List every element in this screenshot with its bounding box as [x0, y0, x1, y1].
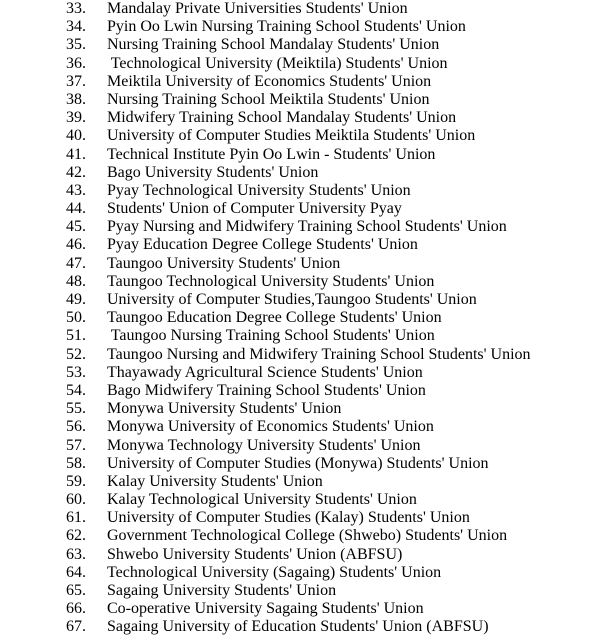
list-item [0, 346, 605, 364]
list-item-text: Pyin Oo Lwin Nursing Training School Students' Union [107, 18, 466, 36]
list-item-text: Shwebo University Students' Union (ABFSU) [107, 545, 403, 563]
list-item [0, 527, 605, 545]
list-item [0, 473, 605, 491]
list-item-text: Mandalay Private Universities Students' Union [107, 0, 408, 17]
list-item-text: Sagaing University of Education Students' Union (ABFSU) [107, 618, 489, 636]
list-item [0, 382, 605, 400]
list-item-number: 55. [66, 400, 86, 418]
list-item-text: Thayawady Agricultural Science Students' Union [107, 363, 423, 381]
list-item-number: 59. [66, 472, 86, 490]
list-item-text: Taungoo Nursing Training School Students' Union [107, 327, 435, 345]
list-item-number: 49. [66, 291, 86, 308]
list-item [0, 36, 605, 54]
list-item [0, 0, 605, 18]
list-item [0, 546, 605, 564]
list-item-text: Co-operative University Sagaing Students' Union [107, 600, 424, 618]
list-item-number: 46. [66, 236, 86, 254]
list-item [0, 400, 605, 418]
list-item [0, 164, 605, 182]
list-item-text: University of Computer Studies (Monywa) Students' Union [107, 454, 489, 472]
list-item-text: University of Computer Studies Meiktila Students' Union [107, 127, 476, 145]
list-item [0, 364, 605, 382]
list-item-text: Students' Union of Computer University Pyay [107, 200, 402, 218]
list-item-number: 41. [66, 145, 86, 163]
list-item-text: Technological University (Sagaing) Students' Union [107, 563, 442, 581]
list-item [0, 509, 605, 527]
list-item-text: Meiktila University of Economics Students' Union [107, 72, 432, 90]
list-item [0, 255, 605, 273]
list-item-number: 39. [66, 109, 86, 127]
list-item-number: 67. [66, 618, 86, 636]
list-item-number: 52. [66, 345, 86, 363]
list-item-text: Taungoo University Students' Union [107, 254, 341, 272]
list-item [0, 291, 605, 309]
list-item-text: Pyay Education Degree College Students' Union [107, 236, 418, 254]
list-item [0, 309, 605, 327]
list-item-text: Government Technological College (Shwebo) Students' Union [107, 527, 508, 545]
list-item-number: 61. [66, 509, 86, 527]
list-item-number: 42. [66, 163, 86, 181]
list-item-text: Monywa University Students' Union [107, 400, 342, 418]
list-item-text: Taungoo Nursing and Midwifery Training School Students' Union [107, 345, 531, 363]
list-item-text: Technological University (Meiktila) Students' Union [107, 54, 448, 72]
list-item-text: Monywa University of Economics Students' Union [107, 418, 434, 436]
list-item [0, 200, 605, 218]
list-item-number: 51. [66, 327, 86, 345]
list-item-number: 66. [66, 600, 86, 618]
list-item-number: 53. [66, 363, 86, 381]
list-item-number: 58. [66, 454, 86, 472]
list-item-number: 57. [66, 436, 86, 454]
list-item-number: 56. [66, 418, 86, 436]
list-item-number: 50. [66, 309, 86, 327]
list-item-number: 44. [66, 200, 86, 218]
list-item [0, 236, 605, 254]
list-item-text: Monywa Technology University Students' Union [107, 436, 421, 454]
list-item-number: 54. [66, 381, 86, 399]
list-item [0, 455, 605, 473]
list-item-text: Bago Midwifery Training School Students' Union [107, 381, 426, 399]
list-item-number: 47. [66, 254, 86, 272]
list-item-text: Nursing Training School Mandalay Students' Union [107, 36, 440, 54]
list-item-number: 45. [66, 218, 86, 236]
list-item-text: Kalay Technological University Students' Union [107, 491, 417, 509]
list-item [0, 73, 605, 91]
list-item-text: Taungoo Technological University Students' Union [107, 272, 435, 290]
list-item-text: University of Computer Studies (Kalay) Students' Union [107, 509, 470, 527]
list-item [0, 182, 605, 200]
list-item-number: 62. [66, 527, 86, 545]
list-item-number: 37. [66, 72, 86, 90]
list-item [0, 564, 605, 582]
list-item-text: Kalay University Students' Union [107, 472, 323, 490]
list-item-number: 63. [66, 545, 86, 563]
list-item-number: 35. [66, 36, 86, 54]
list-item [0, 418, 605, 436]
list-item [0, 127, 605, 145]
list-item [0, 327, 605, 345]
list-item-text: Pyay Technological University Students' Union [107, 181, 411, 199]
list-item [0, 55, 605, 73]
list-item-text: Technical Institute Pyin Oo Lwin - Students' Union [107, 145, 436, 163]
list-item-text: University of Computer Studies,Taungoo Students' Union [107, 291, 477, 308]
list-item-number: 48. [66, 272, 86, 290]
list-item-text: Bago University Students' Union [107, 163, 319, 181]
list-item-number: 64. [66, 563, 86, 581]
list-item-number: 43. [66, 181, 86, 199]
list-item [0, 491, 605, 509]
list-item [0, 437, 605, 455]
list-item-text: Pyay Nursing and Midwifery Training School Students' Union [107, 218, 507, 236]
list-item-text: Nursing Training School Meiktila Students' Union [107, 90, 430, 108]
list-item-number: 60. [66, 491, 86, 509]
list-item [0, 18, 605, 36]
list-item-text: Taungoo Education Degree College Students' Union [107, 309, 442, 327]
list-item-number: 34. [66, 18, 86, 36]
list-item [0, 218, 605, 236]
list-item-number: 36. [66, 54, 86, 72]
list-item-number: 65. [66, 582, 86, 599]
list-item [0, 146, 605, 164]
list-item-number: 40. [66, 127, 86, 145]
list-item-text: Midwifery Training School Mandalay Students' Union [107, 109, 457, 127]
list-item-number: 33. [66, 0, 86, 17]
list-item [0, 618, 605, 636]
list-item [0, 109, 605, 127]
list-item-text: Sagaing University Students' Union [107, 582, 337, 599]
list-item-number: 38. [66, 90, 86, 108]
list-item [0, 273, 605, 291]
list-item [0, 600, 605, 618]
list-item [0, 582, 605, 600]
list-item [0, 91, 605, 109]
